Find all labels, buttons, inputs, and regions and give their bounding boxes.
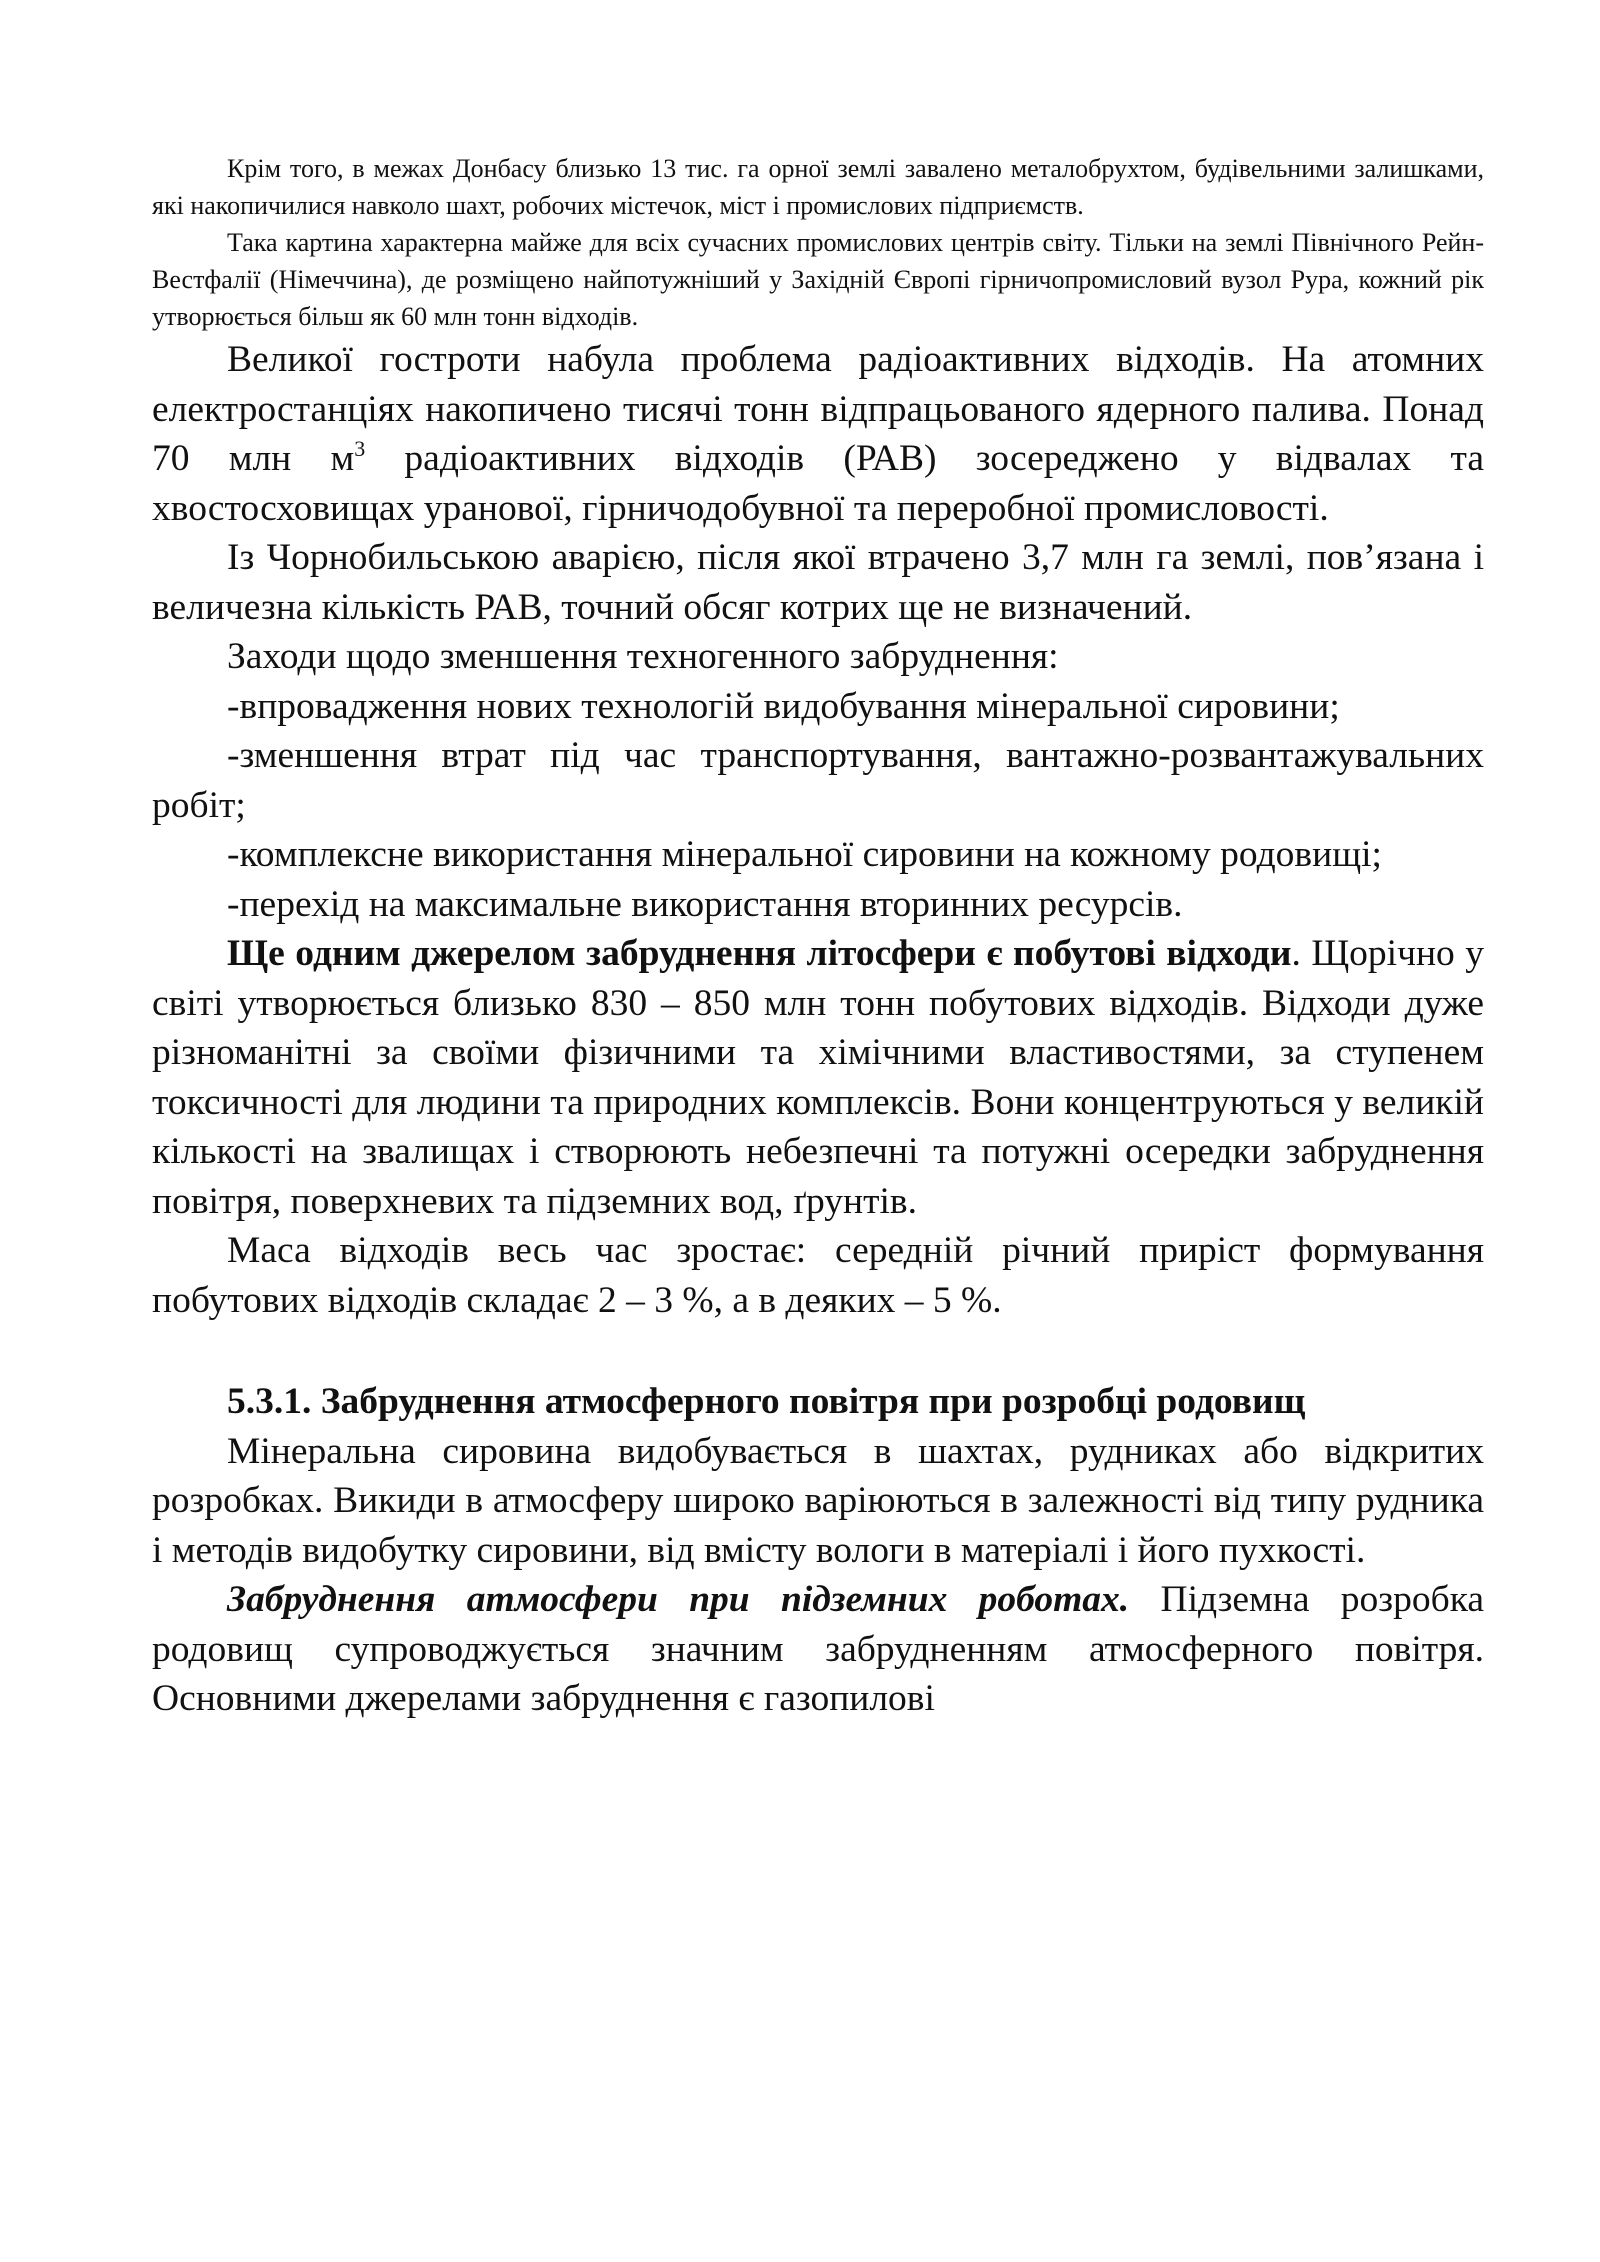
superscript-3: 3 xyxy=(354,436,366,461)
measure-item: -комплексне використання мінеральної сировини на кожному родовищі; xyxy=(227,834,1382,875)
paragraph-ruhr: Така картина характерна майже для всіх сучасних промислових центрів світу. Тільки на землі Північного Рейн-Вестфалії (Німеччина), де розміщено найпотужніший у Західній Європі гірничопромисловий вузол Рура, кожний рік утворюється більш як 60 млн тонн відходів. xyxy=(152,228,1484,331)
paragraph-radioactive-waste xyxy=(152,335,1484,533)
measure-item: -зменшення втрат під час транспортування, вантажно-розвантажувальних робіт; xyxy=(152,735,1484,826)
household-text: . Щорічно у світі утворюється близько 830 – 850 млн тонн побутових відходів. Відходи дуже різноманітні за своїми фізичними та хімічними властивостями, за ступенем токсичності для людини та природних комплексів. Вони концентруються у великій кількості на звалищах і створюють небезпечні та потужні осередки забруднення повітря, поверхневих та підземних вод, ґрунтів. xyxy=(152,933,1484,1222)
document-page xyxy=(152,150,1484,1724)
paragraph-donbas: Крім того, в межах Донбасу близько 13 тис. га орної землі завалено металобрухтом, будівельними залишками, які накопичилися навколо шахт, робочих містечок, міст і промислових підприємств. xyxy=(152,154,1484,220)
section-heading: 5.3.1. Забруднення атмосферного повітря при розробці родовищ xyxy=(227,1381,1306,1422)
rav-text-end: радіоактивних відходів (РАВ) зосереджено у відвалах та хвостосховищах уранової, гірничодобувної та переробної промисловості. xyxy=(152,438,1484,529)
paragraph-mining: Мінеральна сировина видобувається в шахтах, рудниках або відкритих розробках. Викиди в атмосферу широко варіюються в залежності від типу рудника і методів видобутку сировини, від вмісту вологи в матеріалі і його пухкості. xyxy=(152,1430,1484,1571)
paragraph-chernobyl: Із Чорнобильською аварією, після якої втрачено 3,7 млн га землі, пов’язана і величезна кількість РАВ, точний обсяг котрих ще не визначений. xyxy=(152,537,1484,628)
rav-text-start: Великої гостроти набула проблема радіоактивних відходів. На атомних електростанціях накопичено тисячі тонн відпрацьованого ядерного палива. Понад 70 млн м xyxy=(152,339,1484,479)
measure-item: -перехід на максимальне використання вторинних ресурсів. xyxy=(227,883,1183,925)
underground-text: Підземна розробка родовищ супроводжується значним забрудненням атмосферного повітря. Основними джерелами забруднення є газопилові xyxy=(152,1579,1484,1719)
measure-item: -впровадження нових технологій видобування мінеральної сировини; xyxy=(227,685,1340,727)
paragraph-measures-intro: Заходи щодо зменшення техногенного забруднення: xyxy=(227,636,1059,677)
household-bold-lead: Ще одним джерелом забруднення літосфери є побутові відходи xyxy=(227,933,1292,974)
underground-bold-italic-lead: Забруднення атмосфери при підземних роботах. xyxy=(227,1579,1130,1620)
paragraph-household-waste xyxy=(152,929,1484,1226)
paragraph-underground xyxy=(152,1575,1484,1724)
paragraph-waste-mass: Маса відходів весь час зростає: середній річний приріст формування побутових відходів складає 2 – 3 %, а в деяких – 5 %. xyxy=(152,1230,1484,1321)
